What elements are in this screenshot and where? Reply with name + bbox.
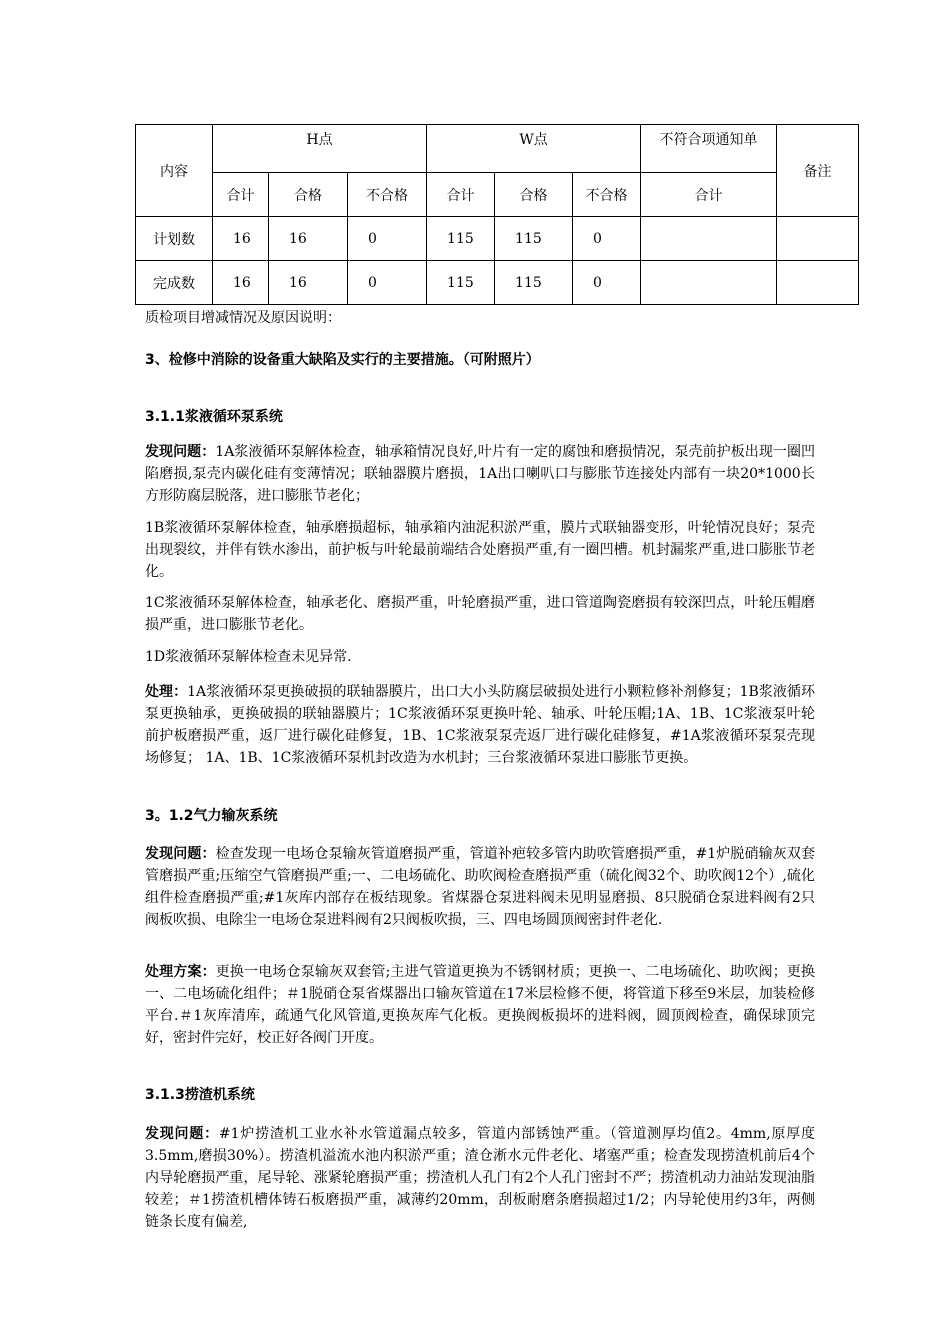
row-label: 计划数 [136,217,213,261]
header-remarks: 备注 [777,125,859,217]
paragraph-lead: 处理方案： [145,964,216,980]
quality-inspection-table [135,124,859,305]
cell: 16 [269,217,348,261]
paragraph-ash-problem [145,843,815,931]
section-heading: 3、检修中消除的设备重大缺陷及实行的主要措施。（可附照片） [145,352,540,368]
paragraph-text: 检查发现一电场仓泵输灰管道磨损严重，管道补疤较多管内助吹管磨损严重，#1炉脱硝输灰双套管磨损严重;压缩空气管磨损严重;一、二电场硫化、助吹阀检查磨损严重（硫化阀32个、助吹阀12个）,硫化组件检查磨损严重;#1灰库内部存在板结现象。省煤器仓泵进料阀未见明显磨损、8只脱硝仓泵进料阀有2只阀板吹损、电除尘一电场仓泵进料阀有2只阀板吹损，三、四电场圆顶阀密封件老化. [145,846,816,928]
subsection-heading-3-1-2: 3。1.2气力输灰系统 [145,808,278,824]
cell: 0 [573,217,641,261]
table-row [136,261,859,305]
paragraph-1d-problem: 1D浆液循环泵解体检查未见异常. [145,649,352,665]
header-content: 内容 [136,125,213,217]
paragraph-1c-problem: 1C浆液循环泵解体检查，轴承老化、磨损严重，叶轮磨损严重，进口管道陶瓷磨损有较深凹点，叶轮压帽磨损严重，进口膨胀节老化。 [145,595,815,633]
cell: 16 [213,261,269,305]
subsection-heading-3-1-3: 3.1.3捞渣机系统 [145,1087,255,1103]
paragraph-lead: 处理： [145,684,188,700]
subheader-h-total: 合计 [213,173,269,217]
paragraph-lead: 发现问题： [145,846,216,862]
paragraph-treatment [145,681,815,769]
table-note: 质检项目增减情况及原因说明： [145,310,341,326]
cell: 16 [213,217,269,261]
cell: 0 [573,261,641,305]
cell [777,261,859,305]
cell: 0 [348,261,427,305]
cell: 0 [348,217,427,261]
paragraph-text: #1炉捞渣机工业水补水管道漏点较多，管道内部锈蚀严重。（管道测厚均值2。4mm,原厚度3.5mm,磨损30%）。捞渣机溢流水池内积淤严重；渣仓淅水元件老化、堵塞严重；检查发现捞渣机前后4个内导轮磨损严重，尾导轮、涨紧轮磨损严重；捞渣机人孔门有2个人孔门密封不严；捞渣机动力油站发现油脂较差；＃1捞渣机槽体铸石板磨损严重，减薄约20mm，刮板耐磨条磨损超过1/2；内导轮使用约3年，两侧链条长度有偏差, [145,1126,816,1230]
subsection-heading-3-1-1: 3.1.1浆液循环泵系统 [145,409,283,425]
paragraph-text: 1A浆液循环泵更换破损的联轴器膜片，出口大小头防腐层破损处进行小颗粒修补剂修复；1B浆液循环泵更换轴承，更换破损的联轴器膜片；1C浆液循环泵更换叶轮、轴承、叶轮压帽;1A、1B、1C浆液泵叶轮前护板磨损严重，返厂进行碳化硅修复，1B、1C浆液泵泵壳返厂进行碳化硅修复，#1A浆液循环泵泵壳现场修复； 1A、1B、1C浆液循环泵机封改造为水机封；三台浆液循环泵进口膨胀节更换。 [145,684,815,766]
cell [641,261,777,305]
cell [641,217,777,261]
cell: 115 [495,261,573,305]
subheader-w-total: 合计 [427,173,495,217]
subheader-h-fail: 不合格 [348,173,427,217]
subheader-h-pass: 合格 [269,173,348,217]
paragraph-text: 1A浆液循环泵解体检查，轴承箱情况良好,叶片有一定的腐蚀和磨损情况，泵壳前护板出现一圈凹陷磨损,泵壳内碳化硅有变薄情况；联轴器膜片磨损，1A出口喇叭口与膨胀节连接处内部有一块20*1000长方形防腐层脱落，进口膨胀节老化； [145,444,816,504]
cell: 115 [427,217,495,261]
paragraph-lead: 发现问题： [145,444,216,460]
cell [777,217,859,261]
row-label: 完成数 [136,261,213,305]
cell: 16 [269,261,348,305]
subheader-w-fail: 不合格 [573,173,641,217]
paragraph-lead: 发现问题： [145,1126,219,1142]
paragraph-text: 更换一电场仓泵输灰双套管;主进气管道更换为不锈钢材质；更换一、二电场硫化、助吹阀；更换一、二电场硫化组件；＃1脱硝仓泵省煤器出口输灰管道在17米层检修不便，将管道下移至9米层，加装检修平台.＃1灰库清库，疏通气化风管道,更换灰库气化板。更换阀板损坏的进料阀，圆顶阀检查，确保球顶完好，密封件完好，校正好各阀门开度。 [145,964,816,1046]
table-row [136,217,859,261]
cell: 115 [427,261,495,305]
paragraph-ash-solution [145,961,815,1049]
header-h-point: H点 [213,125,427,173]
subheader-w-pass: 合格 [495,173,573,217]
subheader-ncr-total: 合计 [641,173,777,217]
paragraph-1a-problem [145,441,815,507]
paragraph-1b-problem: 1B浆液循环泵解体检查，轴承磨损超标，轴承箱内油泥积淤严重，膜片式联轴器变形，叶轮情况良好；泵壳出现裂纹，并伴有铁水渗出，前护板与叶轮最前端结合处磨损严重,有一圈凹槽。机封漏浆严重,进口膨胀节老化。 [145,520,815,580]
paragraph-slag-problem [145,1123,815,1233]
header-w-point: W点 [427,125,641,173]
cell: 115 [495,217,573,261]
header-ncr: 不符合项通知单 [641,125,777,173]
